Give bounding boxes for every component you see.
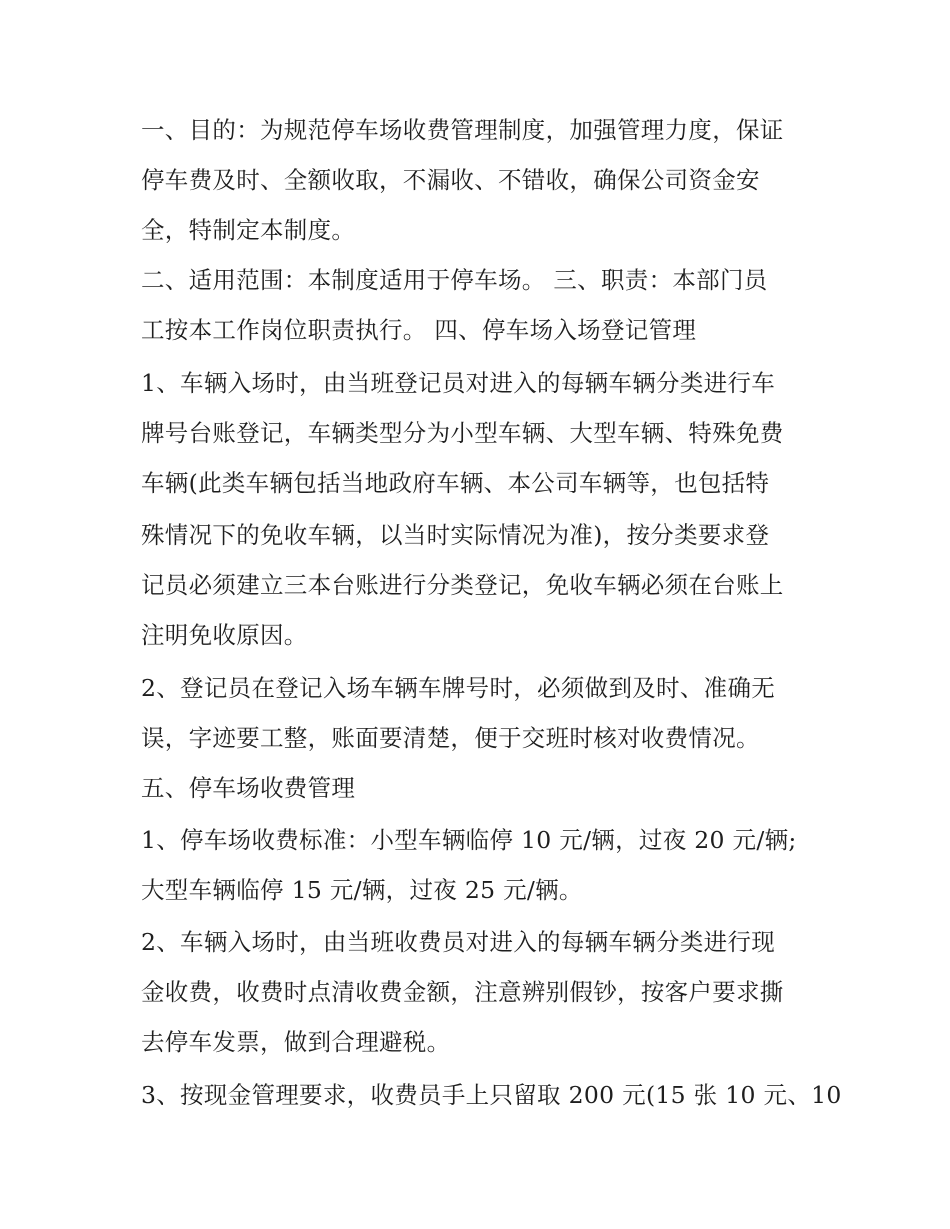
text-line: 工按本工作岗位职责执行。 四、停车场入场登记管理 — [141, 316, 697, 344]
text-line: 车辆(此类车辆包括当地政府车辆、本公司车辆等，也包括特 — [141, 469, 770, 497]
text-line: 停车费及时、全额收取，不漏收、不错收，确保公司资金安 — [141, 166, 760, 194]
text-line: 五、停车场收费管理 — [141, 774, 356, 802]
text-line: 二、适用范围：本制度适用于停车场。 三、职责：本部门员 — [141, 266, 768, 294]
text-line: 大型车辆临停 15 元/辆，过夜 25 元/辆。 — [141, 876, 583, 904]
text-line: 误，字迹要工整，账面要清楚，便于交班时核对收费情况。 — [141, 724, 760, 752]
text-line: 2、车辆入场时，由当班收费员对进入的每辆车辆分类进行现 — [141, 928, 776, 956]
text-line: 1、停车场收费标准：小型车辆临停 10 元/辆，过夜 20 元/辆; — [141, 826, 797, 854]
text-line: 全，特制定本制度。 — [141, 216, 356, 244]
text-line: 记员必须建立三本台账进行分类登记，免收车辆必须在台账上 — [141, 571, 784, 599]
text-line: 牌号台账登记，车辆类型分为小型车辆、大型车辆、特殊免费 — [141, 419, 784, 447]
text-line: 一、目的：为规范停车场收费管理制度，加强管理力度，保证 — [141, 116, 784, 144]
text-line: 3、按现金管理要求，收费员手上只留取 200 元(15 张 10 元、10 — [141, 1081, 842, 1109]
text-line: 金收费，收费时点清收费金额，注意辨别假钞，按客户要求撕 — [141, 978, 784, 1006]
text-line: 2、登记员在登记入场车辆车牌号时，必须做到及时、准确无 — [141, 674, 776, 702]
text-line: 殊情况下的免收车辆，以当时实际情况为准)，按分类要求登 — [141, 521, 770, 549]
text-line: 注明免收原因。 — [141, 621, 308, 649]
text-line: 去停车发票，做到合理避税。 — [141, 1028, 451, 1056]
text-line: 1、车辆入场时，由当班登记员对进入的每辆车辆分类进行车 — [141, 369, 776, 397]
